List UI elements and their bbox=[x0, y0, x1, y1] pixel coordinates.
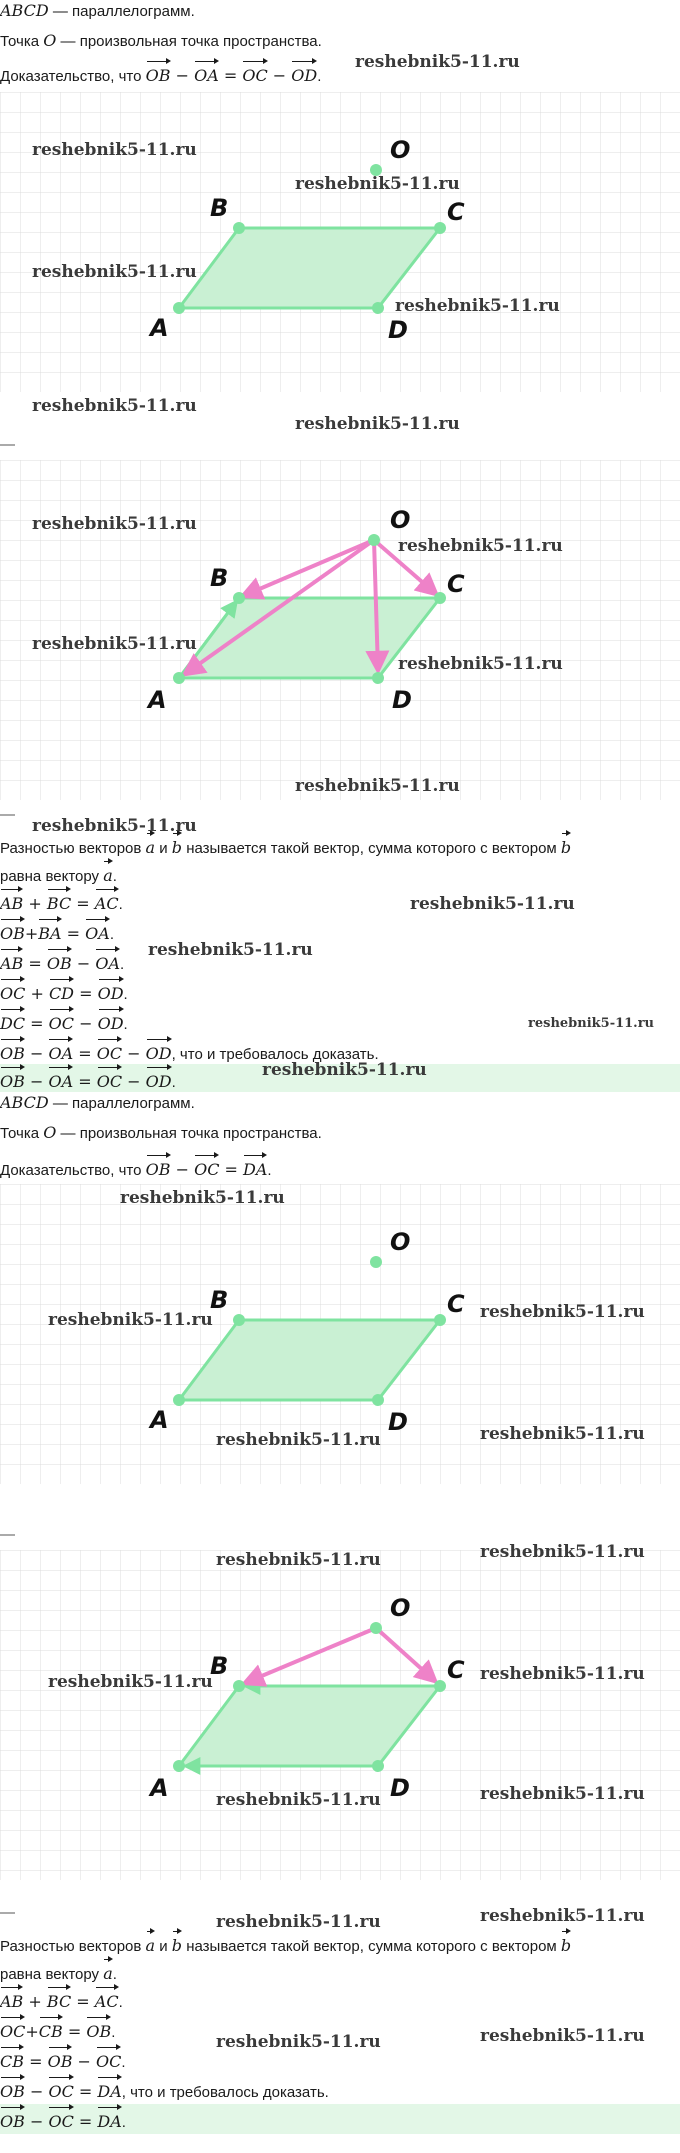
watermark: reshebnik5-11.ru bbox=[398, 536, 563, 556]
operator: = bbox=[73, 2112, 98, 2131]
label-c: C bbox=[447, 1656, 465, 1684]
vector: BC bbox=[47, 1984, 71, 2013]
watermark: reshebnik5-11.ru bbox=[32, 396, 197, 416]
watermark: reshebnik5-11.ru bbox=[295, 414, 460, 434]
point-d bbox=[372, 1394, 384, 1406]
label-c: C bbox=[447, 1290, 465, 1318]
text: . bbox=[112, 868, 117, 885]
label-a: A bbox=[148, 686, 167, 714]
vector: b bbox=[172, 1928, 182, 1957]
vector: b bbox=[172, 830, 182, 859]
figure-parallelogram-2 bbox=[0, 460, 680, 800]
watermark: reshebnik5-11.ru bbox=[262, 1060, 427, 1080]
figure-2-svg bbox=[0, 460, 680, 800]
operator: + bbox=[24, 924, 39, 943]
vector: AC bbox=[95, 886, 119, 915]
operator: − bbox=[24, 1072, 49, 1091]
final-answer bbox=[0, 2104, 680, 2134]
text: . bbox=[317, 68, 322, 85]
text: . bbox=[123, 1016, 128, 1033]
math-abcd: ABCD bbox=[0, 1093, 49, 1112]
watermark: reshebnik5-11.ru bbox=[32, 262, 197, 282]
watermark: reshebnik5-11.ru bbox=[216, 1912, 381, 1932]
vector: OC bbox=[97, 1036, 122, 1065]
watermark: reshebnik5-11.ru bbox=[32, 634, 197, 654]
vector: OA bbox=[48, 1036, 73, 1065]
text: . bbox=[109, 926, 115, 943]
point-o bbox=[370, 1256, 382, 1268]
text: Точка bbox=[0, 33, 44, 50]
vector: CD bbox=[49, 976, 74, 1005]
vector: b bbox=[561, 1928, 571, 1957]
vector: OA bbox=[48, 1064, 73, 1093]
vector: OD bbox=[146, 1036, 172, 1065]
vector: OD bbox=[98, 1006, 124, 1035]
text: . bbox=[121, 2114, 126, 2131]
operator: − bbox=[72, 2052, 97, 2071]
watermark: reshebnik5-11.ru bbox=[32, 816, 197, 836]
figure-4-svg bbox=[0, 1550, 680, 1880]
vector: AB bbox=[0, 1984, 23, 2013]
step-4 bbox=[0, 976, 680, 1006]
watermark: reshebnik5-11.ru bbox=[32, 140, 197, 160]
vector: OB bbox=[0, 1036, 25, 1065]
text: Разностью векторов bbox=[0, 840, 146, 857]
vector: CB bbox=[0, 2044, 24, 2073]
separator-dash: — bbox=[0, 806, 15, 823]
vector: a bbox=[103, 1956, 113, 1985]
point-b bbox=[233, 1314, 245, 1326]
label-a: A bbox=[150, 1774, 169, 1802]
separator-dash: — bbox=[0, 436, 15, 453]
math-point-o: O bbox=[43, 31, 57, 50]
vector: OC bbox=[194, 1152, 219, 1181]
vector: OC bbox=[242, 58, 267, 87]
text: — параллелограмм. bbox=[48, 3, 195, 20]
label-b: B bbox=[210, 1652, 229, 1680]
vector: OB bbox=[146, 1152, 171, 1181]
text: . bbox=[111, 2024, 116, 2041]
operator: + bbox=[23, 894, 47, 913]
vector: a bbox=[146, 830, 156, 859]
operator: = bbox=[219, 1160, 244, 1179]
vector: AB bbox=[0, 886, 23, 915]
conclusion bbox=[0, 2074, 680, 2104]
operator: = bbox=[62, 2022, 87, 2041]
vector: OC bbox=[48, 2104, 73, 2133]
watermark: reshebnik5-11.ru bbox=[148, 940, 313, 960]
operator: − bbox=[24, 2082, 49, 2101]
operator: = bbox=[73, 1044, 97, 1063]
watermark: reshebnik5-11.ru bbox=[216, 2032, 381, 2052]
operator: = bbox=[23, 954, 47, 973]
watermark: reshebnik5-11.ru bbox=[48, 1672, 213, 1692]
watermark: reshebnik5-11.ru bbox=[216, 1790, 381, 1810]
vector: OB bbox=[48, 2044, 73, 2073]
point-a bbox=[173, 672, 185, 684]
vector: OB bbox=[0, 916, 25, 945]
watermark: reshebnik5-11.ru bbox=[480, 1664, 645, 1684]
label-o: O bbox=[390, 136, 411, 164]
label-c: C bbox=[447, 198, 465, 226]
step-3 bbox=[0, 946, 680, 976]
point-c bbox=[434, 222, 446, 234]
operator: + bbox=[25, 984, 49, 1003]
point-b bbox=[233, 222, 245, 234]
step-1 bbox=[0, 886, 680, 916]
label-o: O bbox=[390, 1228, 411, 1256]
vector: OB bbox=[0, 2104, 25, 2133]
statement-line-1 bbox=[0, 0, 680, 23]
text: называется такой вектор, сумма которого с вектором bbox=[182, 840, 561, 857]
operator: − bbox=[24, 2112, 49, 2131]
text: , что и требовалось доказать. bbox=[171, 1046, 379, 1063]
statement-line-2 bbox=[0, 30, 680, 53]
point-d bbox=[372, 1760, 384, 1772]
vector: OA bbox=[194, 58, 219, 87]
vector: OD bbox=[146, 1064, 172, 1093]
vector: OC bbox=[48, 2074, 73, 2103]
watermark: reshebnik5-11.ru bbox=[395, 296, 560, 316]
vector: AC bbox=[95, 1984, 119, 2013]
vector: OC bbox=[0, 976, 25, 1005]
watermark: reshebnik5-11.ru bbox=[480, 1302, 645, 1322]
point-c bbox=[434, 1680, 446, 1692]
point-o bbox=[370, 1622, 382, 1634]
label-d: D bbox=[388, 1408, 408, 1436]
watermark: reshebnik5-11.ru bbox=[120, 1188, 285, 1208]
text: . bbox=[123, 986, 128, 1003]
operator: = bbox=[25, 1014, 49, 1033]
statement-line-3 bbox=[0, 1152, 680, 1182]
label-a: A bbox=[150, 314, 169, 342]
statement-line-2 bbox=[0, 1122, 680, 1145]
operator: − bbox=[267, 66, 292, 85]
watermark: reshebnik5-11.ru bbox=[216, 1430, 381, 1450]
operator: = bbox=[218, 66, 243, 85]
watermark: reshebnik5-11.ru bbox=[480, 1784, 645, 1804]
watermark: reshebnik5-11.ru bbox=[398, 654, 563, 674]
separator-dash: — bbox=[0, 1904, 15, 1921]
vector: AB bbox=[0, 946, 23, 975]
point-a bbox=[173, 1760, 185, 1772]
step-1 bbox=[0, 1984, 680, 2014]
watermark: reshebnik5-11.ru bbox=[480, 1424, 645, 1444]
point-c bbox=[434, 592, 446, 604]
text: . bbox=[112, 1966, 117, 1983]
step-2 bbox=[0, 916, 680, 946]
operator: = bbox=[61, 924, 86, 943]
watermark: reshebnik5-11.ru bbox=[528, 1016, 655, 1031]
operator: − bbox=[74, 1014, 98, 1033]
text: . bbox=[120, 956, 125, 973]
figure-parallelogram-4 bbox=[0, 1550, 680, 1880]
operator: + bbox=[25, 2022, 39, 2041]
vector: OA bbox=[95, 946, 120, 975]
watermark: reshebnik5-11.ru bbox=[295, 776, 460, 796]
point-d bbox=[372, 672, 384, 684]
text: Доказательство, что bbox=[0, 68, 146, 85]
separator-dash: — bbox=[0, 1526, 15, 1543]
vector: a bbox=[103, 858, 113, 887]
vector: OB bbox=[0, 1064, 25, 1093]
watermark: reshebnik5-11.ru bbox=[48, 1310, 213, 1330]
operator: − bbox=[71, 954, 96, 973]
figure-1-svg bbox=[0, 92, 680, 392]
vector: OD bbox=[291, 58, 317, 87]
math-point-o: O bbox=[43, 1123, 57, 1142]
watermark: reshebnik5-11.ru bbox=[216, 1550, 381, 1570]
text: . bbox=[118, 1994, 123, 2011]
text: . bbox=[171, 1074, 176, 1091]
vector: OA bbox=[85, 916, 110, 945]
text: Разностью векторов bbox=[0, 1938, 146, 1955]
statement-line-1 bbox=[0, 1092, 680, 1115]
watermark: reshebnik5-11.ru bbox=[480, 1542, 645, 1562]
text: — произвольная точка пространства. bbox=[56, 1125, 322, 1142]
operator: − bbox=[170, 1160, 195, 1179]
label-c: C bbox=[447, 570, 465, 598]
vector: DA bbox=[97, 2104, 121, 2133]
text: . bbox=[118, 896, 123, 913]
text: и bbox=[155, 1938, 172, 1955]
operator: = bbox=[74, 984, 98, 1003]
point-b bbox=[233, 1680, 245, 1692]
definition-line-2 bbox=[0, 1956, 680, 1986]
label-d: D bbox=[388, 316, 408, 344]
vector: DA bbox=[97, 2074, 121, 2103]
vector: OC bbox=[0, 2014, 25, 2043]
math-abcd: ABCD bbox=[0, 1, 49, 20]
label-d: D bbox=[390, 1774, 410, 1802]
label-b: B bbox=[210, 194, 229, 222]
operator: − bbox=[122, 1072, 146, 1091]
vector: DA bbox=[243, 1152, 267, 1181]
vector: OB bbox=[47, 946, 72, 975]
text: равна вектору bbox=[0, 1966, 104, 1983]
watermark: reshebnik5-11.ru bbox=[32, 514, 197, 534]
point-b bbox=[233, 592, 245, 604]
text: , что и требовалось доказать. bbox=[121, 2084, 329, 2101]
vector: DC bbox=[0, 1006, 25, 1035]
vector: a bbox=[146, 1928, 156, 1957]
watermark: reshebnik5-11.ru bbox=[295, 174, 460, 194]
vector: BA bbox=[38, 916, 61, 945]
text: . bbox=[121, 2054, 126, 2071]
statement-line-3 bbox=[0, 58, 680, 88]
operator: + bbox=[23, 1992, 47, 2011]
operator: = bbox=[73, 1072, 97, 1091]
point-a bbox=[173, 302, 185, 314]
point-d bbox=[372, 302, 384, 314]
watermark: reshebnik5-11.ru bbox=[410, 894, 575, 914]
label-o: O bbox=[390, 506, 411, 534]
vector: BC bbox=[47, 886, 71, 915]
text: — произвольная точка пространства. bbox=[56, 33, 322, 50]
label-b: B bbox=[210, 564, 229, 592]
operator: = bbox=[24, 2052, 48, 2071]
operator: = bbox=[71, 894, 95, 913]
point-c bbox=[434, 1314, 446, 1326]
point-a bbox=[173, 1394, 185, 1406]
text: называется такой вектор, сумма которого с вектором bbox=[182, 1938, 561, 1955]
vector: CB bbox=[39, 2014, 63, 2043]
text: . bbox=[267, 1162, 272, 1179]
text: Точка bbox=[0, 1125, 44, 1142]
vector: OB bbox=[146, 58, 171, 87]
vector: b bbox=[561, 830, 571, 859]
operator: = bbox=[71, 1992, 95, 2011]
watermark: reshebnik5-11.ru bbox=[355, 52, 520, 72]
text: равна вектору bbox=[0, 868, 104, 885]
label-d: D bbox=[392, 686, 412, 714]
text: Доказательство, что bbox=[0, 1162, 146, 1179]
operator: − bbox=[170, 66, 195, 85]
watermark: reshebnik5-11.ru bbox=[480, 2026, 645, 2046]
definition-line bbox=[0, 1928, 680, 1958]
vector: OC bbox=[49, 1006, 74, 1035]
definition-line-2 bbox=[0, 858, 680, 888]
vector: OC bbox=[96, 2044, 121, 2073]
point-o bbox=[368, 534, 380, 546]
operator: − bbox=[122, 1044, 146, 1063]
label-b: B bbox=[210, 1286, 229, 1314]
operator: − bbox=[24, 1044, 49, 1063]
figure-parallelogram-1 bbox=[0, 92, 680, 392]
label-a: A bbox=[150, 1406, 169, 1434]
vector: OB bbox=[86, 2014, 111, 2043]
label-o: O bbox=[390, 1594, 411, 1622]
operator: = bbox=[73, 2082, 98, 2101]
vector: OB bbox=[0, 2074, 25, 2103]
watermark: reshebnik5-11.ru bbox=[480, 1906, 645, 1926]
vector: OD bbox=[98, 976, 124, 1005]
text: и bbox=[155, 840, 172, 857]
vector: OC bbox=[97, 1064, 122, 1093]
text: — параллелограмм. bbox=[48, 1095, 195, 1112]
